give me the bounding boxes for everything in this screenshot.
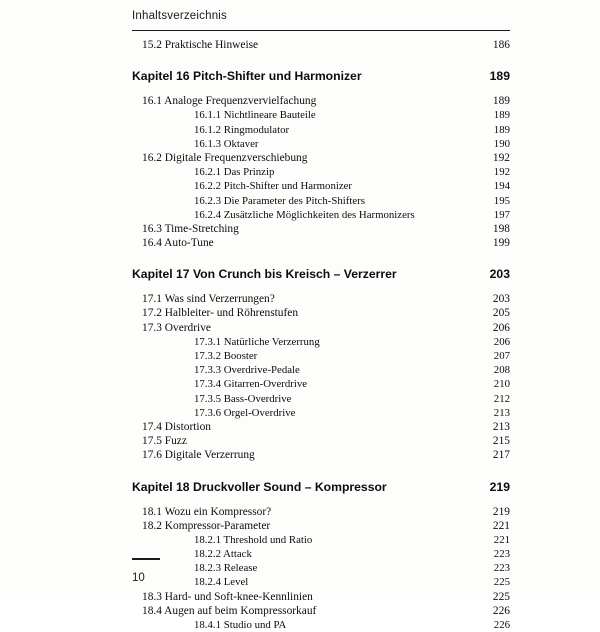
- toc-entry-row[interactable]: [132, 392, 510, 406]
- toc-entry-label: 16.2.1 Das Prinzip: [194, 166, 275, 179]
- footer-page-number: 10: [132, 572, 145, 584]
- toc-entry-page-number: 210: [493, 378, 510, 391]
- toc-entry-row[interactable]: [132, 179, 510, 193]
- toc-entry-label: 17.3 Overdrive: [142, 321, 211, 334]
- toc-entry-label: 16.1.3 Oktaver: [194, 137, 259, 150]
- toc-chapter-row[interactable]: [132, 478, 510, 496]
- toc-entry-label: 16.1.2 Ringmodulator: [194, 123, 290, 136]
- toc-entry-page-number: 223: [493, 562, 510, 575]
- toc-entry-row[interactable]: [132, 222, 510, 236]
- toc-spacer: [132, 283, 510, 292]
- toc-spacer: [132, 52, 510, 67]
- toc-entry-label: 17.3.3 Overdrive-Pedale: [194, 364, 300, 377]
- toc-entry-label: 18.4 Augen auf beim Kompressorkauf: [142, 604, 317, 617]
- toc-entry-row[interactable]: [132, 575, 510, 589]
- toc-entry-row[interactable]: [132, 519, 510, 533]
- toc-entry-page-number: 190: [493, 137, 510, 150]
- toc-entry-label: 16.1.1 Nichtlineare Bauteile: [194, 109, 316, 122]
- toc-entry-label: 18.2.3 Release: [194, 562, 258, 575]
- toc-spacer: [132, 496, 510, 505]
- toc-entry-page-number: 205: [492, 307, 510, 320]
- toc-entry-page-number: 189: [489, 69, 510, 84]
- toc-entry-page-number: 206: [492, 321, 510, 334]
- toc-entry-label: 17.3.6 Orgel-Overdrive: [194, 406, 296, 419]
- toc-entry-row[interactable]: [132, 547, 510, 561]
- toc-entry-row[interactable]: [132, 165, 510, 179]
- toc-entry-label: 16.3 Time-Stretching: [142, 222, 239, 235]
- toc-entry-page-number: 203: [492, 293, 510, 306]
- toc-entry-page-number: 225: [492, 590, 510, 603]
- header-divider: [132, 30, 510, 31]
- toc-entry-row[interactable]: [132, 590, 510, 604]
- toc-entry-row[interactable]: [132, 306, 510, 320]
- table-of-contents: [132, 38, 510, 632]
- toc-entry-label: 17.4 Distortion: [142, 420, 211, 433]
- toc-entry-page-number: 192: [493, 166, 510, 179]
- toc-entry-row[interactable]: [132, 321, 510, 335]
- toc-entry-row[interactable]: [132, 618, 510, 632]
- toc-entry-page-number: 206: [493, 335, 510, 348]
- toc-entry-page-number: 186: [492, 39, 510, 51]
- toc-entry-label: 18.2 Kompressor-Parameter: [142, 519, 271, 532]
- toc-entry-page-number: 203: [489, 267, 510, 282]
- toc-entry-page-number: 195: [493, 194, 510, 207]
- toc-entry-page-number: 219: [492, 505, 510, 518]
- toc-entry-page-number: 226: [493, 619, 510, 631]
- toc-entry-page-number: 198: [492, 222, 510, 235]
- toc-entry-label: 18.1 Wozu ein Kompressor?: [142, 505, 272, 518]
- toc-entry-page-number: 189: [492, 95, 510, 108]
- toc-entry-page-number: 225: [493, 576, 510, 589]
- toc-entry-row[interactable]: [132, 448, 510, 462]
- toc-entry-page-number: 219: [489, 479, 510, 494]
- toc-entry-row[interactable]: [132, 151, 510, 165]
- toc-entry-label: 17.3.5 Bass-Overdrive: [194, 392, 292, 405]
- toc-entry-row[interactable]: [132, 377, 510, 391]
- toc-entry-label: 16.2.3 Die Parameter des Pitch-Shifters: [194, 194, 365, 207]
- footer-divider: [132, 558, 160, 560]
- toc-entry-label: 17.5 Fuzz: [142, 435, 187, 448]
- toc-entry-row[interactable]: [132, 561, 510, 575]
- toc-spacer: [132, 250, 510, 265]
- toc-entry-row[interactable]: [132, 335, 510, 349]
- toc-entry-label: 18.2.2 Attack: [194, 548, 252, 561]
- toc-entry-page-number: 223: [493, 548, 510, 561]
- toc-entry-page-number: 213: [492, 420, 510, 433]
- toc-entry-label: 18.2.4 Level: [194, 576, 249, 589]
- page-header-title: Inhaltsverzeichnis: [132, 10, 228, 22]
- toc-entry-page-number: 189: [493, 123, 510, 136]
- toc-entry-label: 18.4.1 Studio und PA: [194, 619, 287, 631]
- toc-entry-row[interactable]: [132, 604, 510, 618]
- toc-entry-row[interactable]: [132, 236, 510, 250]
- toc-entry-row[interactable]: [132, 137, 510, 151]
- toc-entry-label: 16.2 Digitale Frequenzverschiebung: [142, 151, 308, 164]
- toc-entry-label: 15.2 Praktische Hinweise: [142, 39, 259, 51]
- toc-entry-row[interactable]: [132, 533, 510, 547]
- toc-entry-page-number: 212: [493, 392, 510, 405]
- toc-entry-label: 17.3.2 Booster: [194, 350, 258, 362]
- toc-entry-row[interactable]: [132, 434, 510, 448]
- toc-entry-row[interactable]: [132, 363, 510, 377]
- toc-entry-label: 17.3.4 Gitarren-Overdrive: [194, 378, 308, 391]
- toc-entry-row[interactable]: [132, 38, 510, 52]
- toc-entry-label: 16.2.4 Zusätzliche Möglichkeiten des Harmonizers: [194, 208, 415, 221]
- toc-entry-page-number: 226: [492, 604, 510, 617]
- toc-entry-page-number: 217: [492, 449, 510, 462]
- toc-entry-page-number: 215: [492, 435, 510, 448]
- toc-spacer: [132, 463, 510, 478]
- toc-entry-page-number: 199: [492, 237, 510, 250]
- toc-entry-row[interactable]: [132, 208, 510, 222]
- toc-entry-page-number: 213: [493, 406, 510, 419]
- toc-entry-page-number: 194: [493, 180, 510, 193]
- toc-entry-row[interactable]: [132, 406, 510, 420]
- toc-entry-page-number: 197: [493, 208, 510, 221]
- toc-entry-label: 16.2.2 Pitch-Shifter und Harmonizer: [194, 180, 353, 193]
- toc-entry-label: Kapitel 18 Druckvoller Sound – Kompressor: [132, 479, 387, 494]
- toc-chapter-row[interactable]: [132, 265, 510, 283]
- toc-entry-label: 18.3 Hard- und Soft-knee-Kennlinien: [142, 590, 313, 603]
- toc-entry-label: 17.2 Halbleiter- und Röhrenstufen: [142, 307, 299, 320]
- toc-entry-label: 18.2.1 Threshold und Ratio: [194, 533, 313, 546]
- toc-entry-page-number: 208: [493, 364, 510, 377]
- toc-entry-page-number: 221: [492, 519, 510, 532]
- toc-entry-label: 17.3.1 Natürliche Verzerrung: [194, 335, 320, 348]
- toc-entry-row[interactable]: [132, 292, 510, 306]
- toc-entry-label: 16.1 Analoge Frequenzvervielfachung: [142, 95, 317, 108]
- toc-entry-page-number: 192: [492, 151, 510, 164]
- toc-entry-page-number: 221: [493, 533, 510, 546]
- toc-entry-row[interactable]: [132, 349, 510, 363]
- toc-entry-row[interactable]: [132, 123, 510, 137]
- toc-entry-row[interactable]: [132, 194, 510, 208]
- toc-entry-label: Kapitel 16 Pitch-Shifter und Harmonizer: [132, 69, 362, 84]
- toc-entry-label: 16.4 Auto-Tune: [142, 237, 214, 250]
- toc-spacer: [132, 85, 510, 94]
- toc-entry-row[interactable]: [132, 505, 510, 519]
- toc-entry-label: Kapitel 17 Von Crunch bis Kreisch – Verzerrer: [132, 267, 397, 282]
- toc-entry-page-number: 189: [493, 109, 510, 122]
- toc-entry-page-number: 207: [493, 350, 510, 362]
- toc-entry-label: 17.6 Digitale Verzerrung: [142, 449, 255, 462]
- toc-entry-row[interactable]: [132, 108, 510, 122]
- toc-entry-row[interactable]: [132, 420, 510, 434]
- toc-chapter-row[interactable]: [132, 67, 510, 85]
- toc-entry-row[interactable]: [132, 94, 510, 108]
- toc-entry-label: 17.1 Was sind Verzerrungen?: [142, 293, 275, 306]
